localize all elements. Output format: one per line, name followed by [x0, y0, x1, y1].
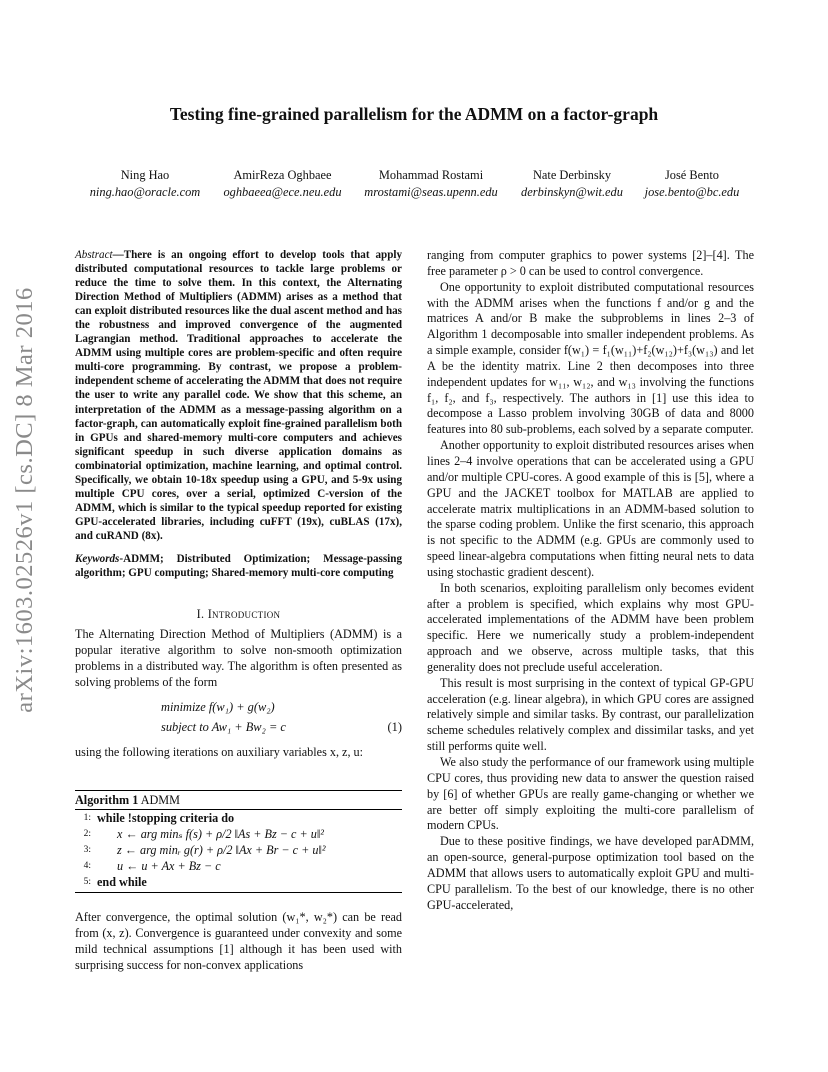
line-text: end while [97, 875, 147, 889]
algorithm-line [75, 874, 402, 890]
right-column [427, 248, 754, 913]
paragraph: In both scenarios, exploiting parallelism only becomes evident after a problem is specified, which explains why most GPU-accelerated implementations of the ADMM have been problem specific. Here we numerically study a problem-independent approach and we observe, across multiple tasks, that this generality does not preclude useful acceleration. [427, 580, 754, 674]
keywords-body: -ADMM; Distributed Optimization; Message-passing algorithm; GPU computing; Shared-memory multi-core computing [75, 553, 402, 580]
author-2 [215, 167, 350, 201]
paragraph: We also study the performance of our framework using multiple CPU cores, thus providing new data to answer the question raised by [6] of whether GPUs are really game-changing or whether we are better off simply exploiting the multi-core parallelism of modern CPUs. [427, 755, 754, 833]
paragraph: Due to these positive findings, we have developed parADMM, an open-source, general-purpose optimization tool based on the ADMM that allows users to automatically exploit GPU and multi-CPU parallelism. To the best of our knowledge, there is no other GPU-accelerated, [427, 834, 754, 912]
intro-paragraph: The Alternating Direction Method of Multipliers (ADMM) is a popular iterative algorithm to solve non-smooth optimization problems in a distributed way. The algorithm is often presented as solving problems of the form [75, 627, 402, 689]
arxiv-stamp [2, 287, 48, 713]
author-email[interactable]: mrostami@seas.upenn.edu [364, 185, 498, 199]
section-heading: I. Introduction [196, 607, 281, 621]
line-text: z ← arg minᵣ g(r) + ρ/2 ‖Ax + Br − c + u‖² [117, 843, 326, 857]
paragraph: Another opportunity to exploit distributed resources arises when lines 2–4 involve operations that can be accelerated using a GPU and/or multiple CPU-cores. A good example of this is [5], where a GPU and the JACKET toolbox for MATLAB are applied to accelerate matrix multiplications in an ADMM-based solution to the sparse coding problem. Unlike the first scenario, this approach is not specific to the ADMM (e.g. GPUs are commonly used to speed linear-algebra computations when fitting neural nets to data using stochastic gradient descent). [427, 438, 754, 579]
abstract-lead: Abstract [75, 249, 113, 261]
author-name: Nate Derbinsky [532, 168, 612, 182]
algorithm-line [75, 842, 402, 858]
algorithm-bottom-rule [75, 892, 402, 893]
abstract-body: —There is an ongoing effort to develop tools that apply distributed computational resources to tackle large problems or reduce the time to solve them. In this context, the Alternating Direction Method of Multipliers (ADMM) arises as a method that can exploit distributed resources like the dual ascent method and has the robustness and improved convergence of the augmented Lagrangian method. Traditional approaches to accelerate the ADMM using multiple cores are problem-specific and often require multi-core programming. By contrast, we propose a problem-independent scheme of accelerating the ADMM that does not require the user to write any parallel code. We show that this scheme, an interpretation of the ADMM as a message-passing algorithm on a factor-graph, can automatically exploit fine-grained parallelism both in GPUs and shared-memory multi-core computers and achieves significant speedup in such diverse application domains as combinatorial optimization, machine learning, and optimal control. Specifically, we obtain 10-18x speedup using a GPU, and 5-9x using multiple CPU cores, over a serial, optimized C-version of the ADMM, which is similar to the typical speedup reported for existing GPU-accelerated libraries, including cuFFT (19x), cuBLAS (17x), and cuRAND (8x). [75, 249, 402, 542]
after-algorithm-text: After convergence, the optimal solution (w₁*, w₂*) can be read from (x, z). Convergence is guaranteed under convexity and some mild technical assumptions [1] although it has been used with surprising success for non-convex applications [75, 910, 402, 972]
arxiv-stamp-text: arXiv:1603.02526v1 [cs.DC] 8 Mar 2016 [11, 287, 38, 713]
algorithm-line [75, 810, 402, 826]
author-name: AmirReza Oghbaee [233, 168, 332, 182]
line-number: 5: [83, 877, 91, 887]
author-name: José Bento [664, 168, 720, 182]
author-name: Mohammad Rostami [378, 168, 484, 182]
line-text: u ← u + Ax + Bz − c [117, 859, 221, 873]
paragraph: ranging from computer graphics to power systems [2]–[4]. The free parameter ρ > 0 can be used to control convergence. [427, 248, 754, 278]
algorithm-line [75, 858, 402, 874]
author-email[interactable]: oghbaeea@ece.neu.edu [223, 185, 342, 199]
line-number: 1: [83, 813, 91, 823]
equation [75, 698, 402, 742]
author-5 [636, 167, 748, 201]
algorithm-caption [75, 791, 402, 810]
author-1 [85, 167, 205, 201]
line-number: 3: [83, 845, 91, 855]
algorithm-line [75, 826, 402, 842]
author-3 [357, 167, 505, 201]
equation-line-1: minimize f(w₁) + g(w₂) [161, 700, 275, 714]
paper-title: Testing fine-grained parallelism for the ADMM on a factor-graph [169, 104, 659, 124]
author-email[interactable]: ning.hao@oracle.com [89, 185, 201, 199]
line-text: while !stopping criteria do [97, 811, 235, 825]
paragraph: One opportunity to exploit distributed computational resources with the ADMM arises when the functions f and/or g and the matrices A and/or B make the subproblems in lines 2–3 of Algorithm 1 decomposable into smaller independent problems. As a simple example, consider f(w₁) = f₁(w₁₁)+f₂(w₁₂)+f₃(w₁₃) and let A be the identity matrix. Line 2 then decomposes into three independent updates for w₁₁, w₁₂, and w₁₃ involving the functions f₁, f₂, and f₃, respectively. The authors in [1] use this idea to decompose a Lasso problem involving 30GB of data and 8000 features into 80 sub-problems, each solved by a separate computer. [427, 279, 754, 437]
equation-line-2: subject to Aw₁ + Bw₂ = c [161, 720, 286, 734]
line-text: x ← arg minₛ f(s) + ρ/2 ‖As + Bz − c + u‖² [117, 827, 324, 841]
abstract [75, 248, 402, 543]
algorithm-box [75, 790, 402, 893]
author-email[interactable]: jose.bento@bc.edu [644, 185, 740, 199]
after-equation-text: using the following iterations on auxiliary variables x, z, u: [75, 745, 364, 759]
line-number: 4: [83, 861, 91, 871]
keywords [75, 552, 402, 580]
line-number: 2: [83, 829, 91, 839]
author-name: Ning Hao [120, 168, 170, 182]
keywords-lead: Keywords [75, 553, 120, 565]
algorithm-name: ADMM [140, 793, 180, 807]
equation-number: (1) [387, 720, 402, 734]
author-email[interactable]: derbinskyn@wit.edu [521, 185, 623, 199]
algorithm-label: Algorithm 1 [75, 793, 139, 807]
author-4 [513, 167, 631, 201]
paragraph: This result is most surprising in the context of typical GP-GPU acceleration (e.g. linear algebra), in which GPU cores are assigned relatively simple and similar tasks. By contrast, our parallelization scheme schedules relatively complex and dissimilar tasks, and yet still performs quite well. [427, 675, 754, 754]
